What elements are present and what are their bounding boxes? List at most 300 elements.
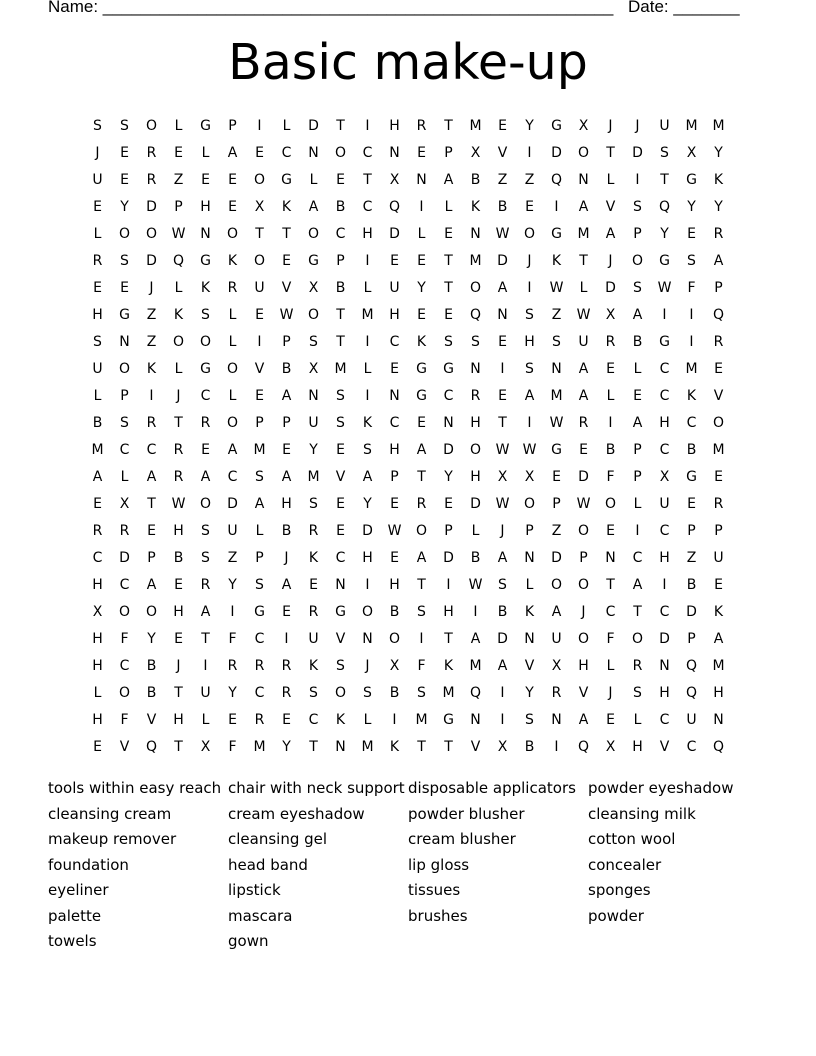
grid-letter: X — [524, 469, 535, 485]
grid-letter: H — [389, 442, 400, 458]
grid-row — [84, 140, 732, 167]
grid-letter: L — [201, 145, 210, 161]
grid-letter: E — [201, 442, 210, 458]
grid-letter: Z — [146, 307, 157, 323]
grid-letter: K — [524, 604, 535, 620]
grid-letter: M — [712, 118, 725, 134]
grid-letter: C — [281, 145, 292, 161]
grid-letter: T — [633, 604, 642, 620]
grid-letter: P — [633, 226, 642, 242]
grid-letter: M — [469, 253, 482, 269]
grid-letter: P — [390, 469, 399, 485]
grid-row — [84, 707, 732, 734]
grid-letter: C — [389, 415, 400, 431]
grid-letter: O — [118, 361, 131, 377]
grid-letter: S — [633, 199, 642, 215]
grid-letter: C — [362, 145, 373, 161]
grid-letter: M — [91, 442, 104, 458]
word-item: cleansing milk — [588, 804, 696, 823]
grid-letter: L — [174, 361, 183, 377]
grid-letter: E — [390, 253, 399, 269]
grid-letter: O — [577, 577, 590, 593]
grid-letter: S — [525, 712, 534, 728]
grid-letter: M — [685, 118, 698, 134]
grid-letter: P — [228, 118, 237, 134]
grid-letter: E — [687, 496, 696, 512]
grid-letter: C — [119, 577, 130, 593]
grid-letter: G — [416, 361, 427, 377]
grid-letter: L — [471, 523, 480, 539]
grid-letter: I — [149, 388, 154, 404]
grid-letter: O — [415, 523, 428, 539]
grid-letter: L — [255, 523, 264, 539]
grid-letter: X — [497, 739, 508, 755]
grid-letter: K — [146, 361, 157, 377]
grid-letter: E — [444, 496, 453, 512]
grid-letter: T — [606, 577, 615, 593]
grid-letter: I — [419, 199, 424, 215]
grid-letter: E — [228, 199, 237, 215]
grid-letter: R — [227, 280, 238, 296]
grid-letter: C — [686, 415, 697, 431]
grid-letter: Y — [687, 199, 696, 215]
grid-letter: J — [149, 280, 154, 296]
grid-letter: R — [227, 658, 238, 674]
grid-letter: B — [146, 658, 157, 674]
grid-letter: C — [605, 604, 616, 620]
grid-letter: K — [713, 172, 724, 188]
word-item: palette — [48, 906, 102, 925]
grid-letter: Y — [228, 685, 237, 701]
grid-letter: O — [523, 226, 536, 242]
grid-letter: L — [282, 118, 291, 134]
grid-letter: L — [228, 307, 237, 323]
grid-letter: O — [334, 145, 347, 161]
grid-letter: R — [254, 658, 265, 674]
grid-letter: R — [713, 226, 724, 242]
grid-letter: X — [119, 496, 130, 512]
grid-letter: A — [632, 415, 643, 431]
grid-letter: A — [254, 496, 265, 512]
grid-letter: N — [470, 361, 481, 377]
word-item: chair with neck support — [228, 779, 405, 797]
grid-letter: L — [633, 712, 642, 728]
word-item: head band — [228, 855, 308, 874]
grid-letter: S — [471, 334, 480, 350]
grid-letter: K — [335, 712, 346, 728]
grid-letter: A — [443, 172, 454, 188]
grid-letter: L — [606, 172, 615, 188]
grid-letter: S — [201, 550, 210, 566]
grid-letter: U — [389, 280, 400, 296]
grid-letter: H — [92, 712, 103, 728]
grid-letter: L — [174, 118, 183, 134]
grid-letter: Q — [712, 739, 725, 755]
grid-letter: M — [253, 442, 266, 458]
grid-letter: N — [524, 550, 535, 566]
grid-letter: X — [200, 739, 211, 755]
grid-letter: Q — [712, 307, 725, 323]
grid-row — [84, 626, 732, 653]
grid-letter: Q — [685, 658, 698, 674]
word-item: cream eyeshadow — [228, 804, 365, 823]
grid-letter: R — [92, 253, 103, 269]
grid-letter: X — [254, 199, 265, 215]
grid-row — [84, 302, 732, 329]
grid-letter: V — [605, 199, 616, 215]
grid-letter: I — [662, 577, 667, 593]
grid-letter: X — [686, 145, 697, 161]
grid-letter: E — [228, 172, 237, 188]
grid-letter: C — [659, 604, 670, 620]
grid-letter: E — [93, 199, 102, 215]
grid-letter: E — [498, 388, 507, 404]
grid-letter: B — [497, 199, 508, 215]
grid-letter: L — [606, 658, 615, 674]
grid-letter: N — [713, 712, 724, 728]
grid-letter: H — [173, 604, 184, 620]
grid-letter: B — [281, 361, 292, 377]
grid-letter: A — [227, 442, 238, 458]
grid-letter: T — [417, 577, 426, 593]
grid-letter: A — [497, 550, 508, 566]
grid-letter: H — [362, 550, 373, 566]
grid-letter: C — [119, 442, 130, 458]
grid-letter: S — [309, 334, 318, 350]
grid-letter: G — [119, 307, 130, 323]
grid-letter: K — [173, 307, 184, 323]
grid-letter: A — [497, 658, 508, 674]
grid-letter: O — [199, 334, 212, 350]
grid-letter: L — [228, 388, 237, 404]
grid-letter: A — [146, 469, 157, 485]
grid-letter: W — [576, 307, 591, 323]
grid-letter: X — [389, 172, 400, 188]
word-item: powder — [588, 906, 644, 925]
grid-letter: E — [336, 523, 345, 539]
grid-letter: N — [605, 550, 616, 566]
grid-letter: A — [578, 388, 589, 404]
grid-letter: I — [446, 577, 451, 593]
grid-letter: S — [687, 253, 696, 269]
grid-letter: I — [365, 577, 370, 593]
grid-letter: L — [579, 280, 588, 296]
grid-letter: U — [686, 712, 697, 728]
grid-letter: E — [120, 145, 129, 161]
grid-letter: E — [390, 361, 399, 377]
grid-letter: L — [633, 496, 642, 512]
date-field-label: Date: _______ — [628, 0, 740, 16]
word-item: lipstick — [228, 881, 281, 899]
grid-letter: Q — [685, 685, 698, 701]
word-item: cream blusher — [408, 830, 516, 848]
grid-letter: Y — [120, 199, 129, 215]
grid-letter: I — [554, 739, 559, 755]
grid-letter: O — [226, 361, 239, 377]
grid-letter: S — [336, 658, 345, 674]
grid-letter: D — [497, 631, 508, 647]
grid-letter: M — [550, 388, 563, 404]
grid-letter: I — [230, 604, 235, 620]
word-column — [408, 778, 588, 957]
grid-letter: T — [444, 631, 453, 647]
grid-letter: C — [659, 523, 670, 539]
grid-letter: H — [92, 631, 103, 647]
grid-letter: T — [201, 631, 210, 647]
grid-letter: T — [336, 118, 345, 134]
grid-letter: E — [255, 145, 264, 161]
grid-letter: F — [120, 712, 129, 728]
grid-letter: L — [201, 712, 210, 728]
grid-letter: T — [444, 280, 453, 296]
grid-letter: D — [605, 280, 616, 296]
grid-letter: A — [605, 226, 616, 242]
grid-letter: T — [579, 253, 588, 269]
grid-letter: P — [282, 334, 291, 350]
grid-letter: U — [200, 685, 211, 701]
grid-letter: Z — [173, 172, 184, 188]
grid-letter: D — [362, 523, 373, 539]
grid-letter: S — [633, 280, 642, 296]
grid-letter: R — [173, 469, 184, 485]
grid-letter: L — [363, 280, 372, 296]
word-item: towels — [48, 932, 97, 950]
grid-letter: A — [92, 469, 103, 485]
grid-letter: P — [633, 469, 642, 485]
grid-letter: O — [226, 415, 239, 431]
grid-letter: T — [174, 415, 183, 431]
grid-letter: B — [524, 739, 535, 755]
grid-letter: O — [253, 253, 266, 269]
grid-letter: L — [93, 388, 102, 404]
grid-letter: B — [335, 199, 346, 215]
grid-letter: S — [363, 442, 372, 458]
grid-letter: O — [145, 226, 158, 242]
grid-letter: W — [495, 496, 510, 512]
grid-row — [84, 275, 732, 302]
grid-letter: C — [686, 739, 697, 755]
grid-letter: E — [93, 739, 102, 755]
grid-letter: N — [416, 172, 427, 188]
grid-letter: O — [118, 226, 131, 242]
grid-letter: B — [281, 523, 292, 539]
grid-letter: X — [551, 658, 562, 674]
grid-letter: Z — [497, 172, 508, 188]
grid-letter: I — [527, 280, 532, 296]
grid-letter: D — [497, 253, 508, 269]
grid-letter: H — [443, 604, 454, 620]
grid-letter: A — [632, 577, 643, 593]
grid-letter: E — [633, 388, 642, 404]
grid-letter: T — [444, 253, 453, 269]
grid-letter: J — [608, 685, 613, 701]
grid-letter: E — [687, 226, 696, 242]
grid-letter: L — [120, 469, 129, 485]
grid-letter: V — [146, 712, 157, 728]
grid-letter: E — [336, 172, 345, 188]
header — [48, 0, 768, 19]
grid-letter: I — [392, 712, 397, 728]
grid-letter: G — [281, 172, 292, 188]
grid-letter: H — [713, 685, 724, 701]
grid-letter: N — [470, 226, 481, 242]
grid-letter: R — [200, 577, 211, 593]
grid-letter: D — [308, 118, 319, 134]
page-title: Basic make-up — [228, 34, 588, 91]
grid-letter: I — [527, 145, 532, 161]
grid-letter: C — [254, 685, 265, 701]
grid-letter: O — [145, 118, 158, 134]
grid-letter: T — [174, 739, 183, 755]
word-item: cleansing gel — [228, 830, 328, 848]
grid-letter: J — [500, 523, 505, 539]
grid-letter: C — [443, 388, 454, 404]
grid-row — [84, 248, 732, 275]
grid-letter: O — [307, 226, 320, 242]
grid-letter: R — [173, 442, 184, 458]
grid-letter: I — [365, 253, 370, 269]
grid-letter: L — [309, 172, 318, 188]
grid-letter: L — [417, 226, 426, 242]
grid-letter: A — [146, 577, 157, 593]
grid-letter: E — [417, 145, 426, 161]
grid-letter: Y — [228, 577, 237, 593]
grid-letter: T — [174, 685, 183, 701]
grid-row — [84, 383, 732, 410]
grid-letter: A — [470, 631, 481, 647]
grid-letter: O — [388, 631, 401, 647]
grid-letter: E — [201, 172, 210, 188]
grid-letter: E — [255, 388, 264, 404]
grid-letter: Y — [147, 631, 156, 647]
grid-letter: G — [200, 253, 211, 269]
grid-letter: S — [363, 685, 372, 701]
grid-row — [84, 167, 732, 194]
grid-letter: G — [443, 712, 454, 728]
grid-letter: I — [635, 172, 640, 188]
grid-letter: K — [551, 253, 562, 269]
grid-letter: Y — [660, 226, 669, 242]
grid-letter: V — [524, 658, 535, 674]
grid-letter: C — [335, 226, 346, 242]
grid-letter: J — [635, 118, 640, 134]
grid-letter: A — [713, 631, 724, 647]
grid-letter: U — [92, 172, 103, 188]
grid-letter: H — [92, 307, 103, 323]
grid-letter: I — [473, 604, 478, 620]
grid-letter: E — [417, 307, 426, 323]
grid-letter: I — [257, 118, 262, 134]
grid-letter: H — [173, 712, 184, 728]
grid-letter: H — [524, 334, 535, 350]
grid-letter: G — [443, 361, 454, 377]
grid-letter: C — [200, 388, 211, 404]
grid-letter: P — [714, 523, 723, 539]
grid-letter: D — [146, 199, 157, 215]
grid-letter: O — [118, 685, 131, 701]
grid-letter: R — [551, 685, 562, 701]
grid-letter: K — [713, 604, 724, 620]
grid-letter: E — [228, 712, 237, 728]
grid-letter: T — [147, 496, 156, 512]
grid-letter: R — [146, 172, 157, 188]
grid-letter: B — [389, 685, 400, 701]
grid-letter: E — [606, 523, 615, 539]
grid-letter: J — [608, 118, 613, 134]
grid-letter: C — [119, 658, 130, 674]
word-item: gown — [228, 932, 269, 950]
word-column — [228, 778, 408, 957]
grid-letter: A — [200, 469, 211, 485]
word-item: brushes — [408, 906, 468, 925]
grid-letter: O — [550, 577, 563, 593]
grid-letter: N — [578, 172, 589, 188]
grid-letter: V — [335, 469, 346, 485]
grid-letter: I — [365, 334, 370, 350]
grid-letter: E — [579, 442, 588, 458]
grid-letter: E — [444, 226, 453, 242]
grid-letter: W — [171, 496, 186, 512]
grid-letter: P — [444, 523, 453, 539]
grid-letter: H — [659, 415, 670, 431]
grid-letter: B — [632, 334, 643, 350]
grid-letter: S — [93, 334, 102, 350]
grid-letter: K — [470, 199, 481, 215]
grid-letter: O — [469, 442, 482, 458]
grid-letter: A — [524, 388, 535, 404]
grid-letter: T — [498, 415, 507, 431]
grid-letter: Q — [388, 199, 401, 215]
grid-row — [84, 437, 732, 464]
grid-letter: U — [578, 334, 589, 350]
grid-letter: G — [659, 334, 670, 350]
grid-letter: E — [498, 334, 507, 350]
grid-letter: M — [469, 658, 482, 674]
grid-letter: B — [470, 550, 481, 566]
grid-letter: V — [578, 685, 589, 701]
grid-letter: Y — [444, 469, 453, 485]
grid-letter: D — [659, 631, 670, 647]
grid-letter: V — [497, 145, 508, 161]
grid-letter: H — [389, 577, 400, 593]
grid-letter: M — [307, 469, 320, 485]
grid-letter: Y — [525, 685, 534, 701]
grid-letter: P — [525, 523, 534, 539]
grid-letter: T — [444, 739, 453, 755]
grid-letter: E — [282, 442, 291, 458]
grid-letter: U — [713, 550, 724, 566]
grid-letter: R — [713, 334, 724, 350]
grid-letter: I — [257, 334, 262, 350]
grid-letter: Z — [551, 307, 562, 323]
grid-row — [84, 356, 732, 383]
grid-letter: R — [632, 658, 643, 674]
grid-letter: N — [497, 307, 508, 323]
grid-letter: E — [282, 712, 291, 728]
grid-letter: B — [686, 442, 697, 458]
grid-letter: L — [444, 199, 453, 215]
grid-letter: I — [527, 415, 532, 431]
grid-letter: E — [417, 415, 426, 431]
grid-letter: M — [442, 685, 455, 701]
grid-letter: D — [578, 469, 589, 485]
grid-letter: E — [606, 361, 615, 377]
grid-letter: N — [200, 226, 211, 242]
grid-letter: N — [470, 712, 481, 728]
grid-letter: A — [308, 199, 319, 215]
grid-letter: J — [176, 388, 181, 404]
grid-letter: J — [176, 658, 181, 674]
